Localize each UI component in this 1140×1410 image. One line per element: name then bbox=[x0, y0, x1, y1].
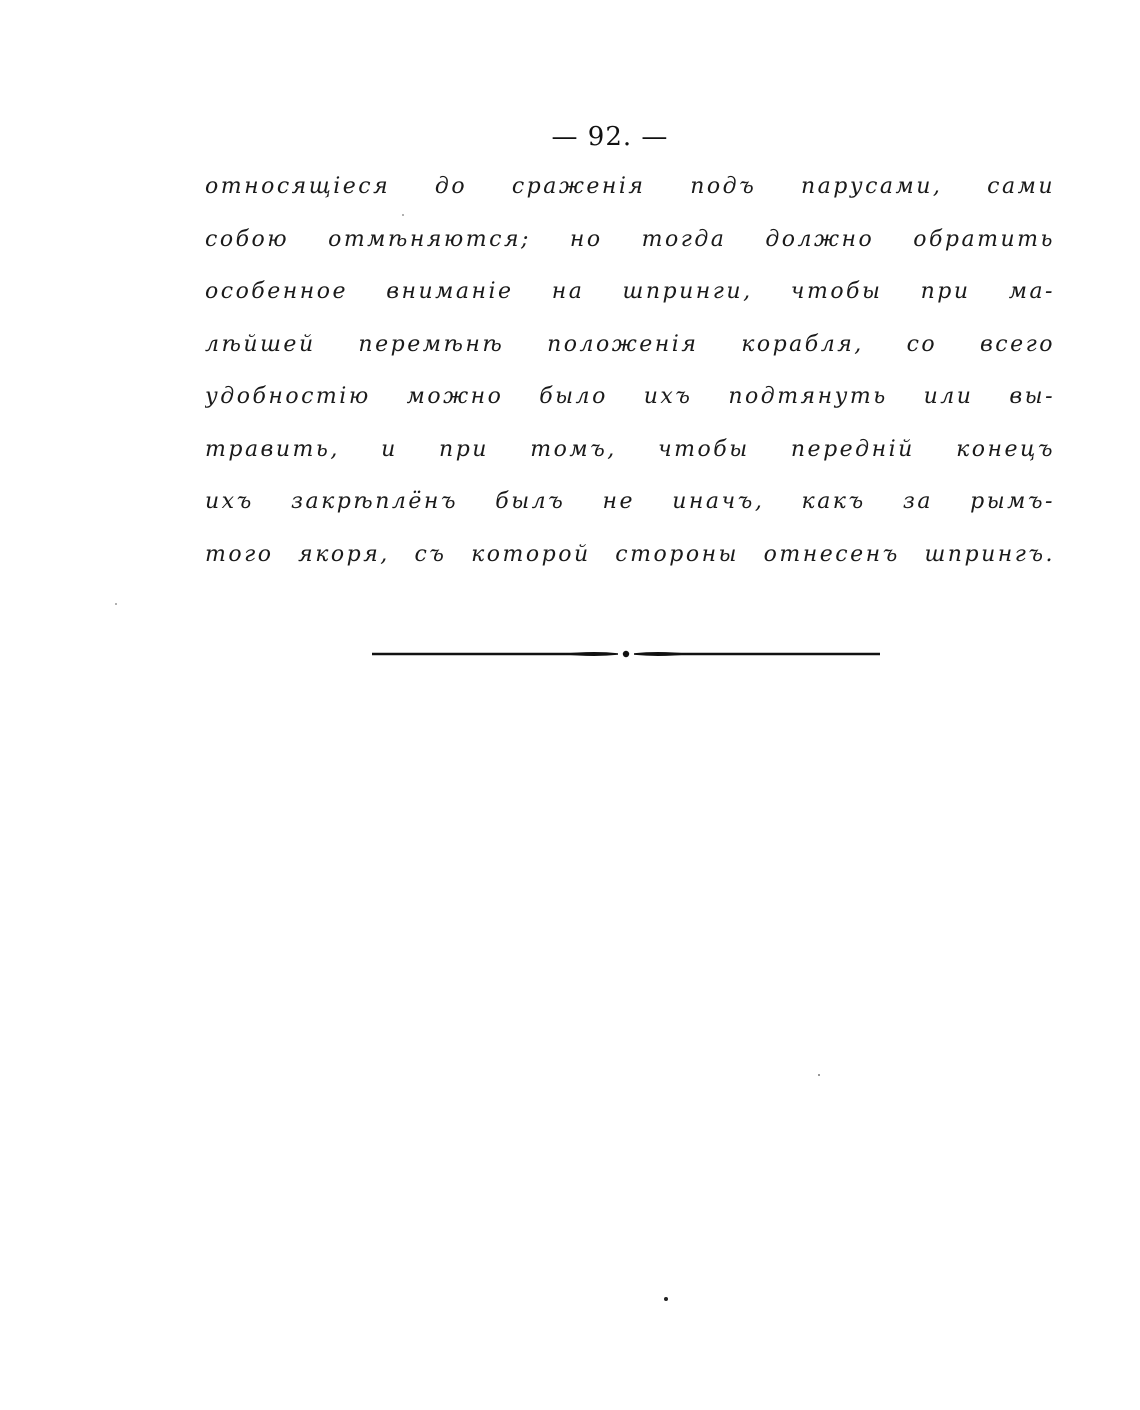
text-line: травить, и при томъ, чтобы передній конецъ bbox=[205, 436, 1055, 462]
divider-right-swell bbox=[634, 652, 692, 656]
divider-center-dot bbox=[623, 651, 629, 657]
text-line: собою отмѣняются; но тогда должно обратить bbox=[205, 226, 1055, 252]
ink-speck bbox=[818, 1074, 820, 1076]
page-number: — 92. — bbox=[551, 122, 669, 152]
ink-speck bbox=[664, 1297, 668, 1301]
text-line: ихъ закрѣплёнъ былъ не иначъ, какъ за рымъ- bbox=[205, 489, 1055, 514]
text-line: удобностію можно было ихъ подтянуть или вы- bbox=[205, 384, 1055, 409]
text-line: особенное вниманіе на шпринги, чтобы при ма- bbox=[205, 279, 1055, 304]
ornamental-divider bbox=[370, 643, 882, 665]
text-line: лѣйшей перемѣнѣ положенія корабля, со всего bbox=[205, 331, 1055, 357]
ink-speck bbox=[115, 603, 117, 605]
text-line: того якоря, съ которой стороны отнесенъ шпрингъ. bbox=[205, 541, 1055, 567]
divider-left-swell bbox=[560, 652, 618, 656]
text-line: относящіеся до сраженія подъ парусами, сами bbox=[205, 174, 1055, 199]
body-text bbox=[205, 168, 1055, 588]
ink-speck bbox=[402, 214, 404, 216]
